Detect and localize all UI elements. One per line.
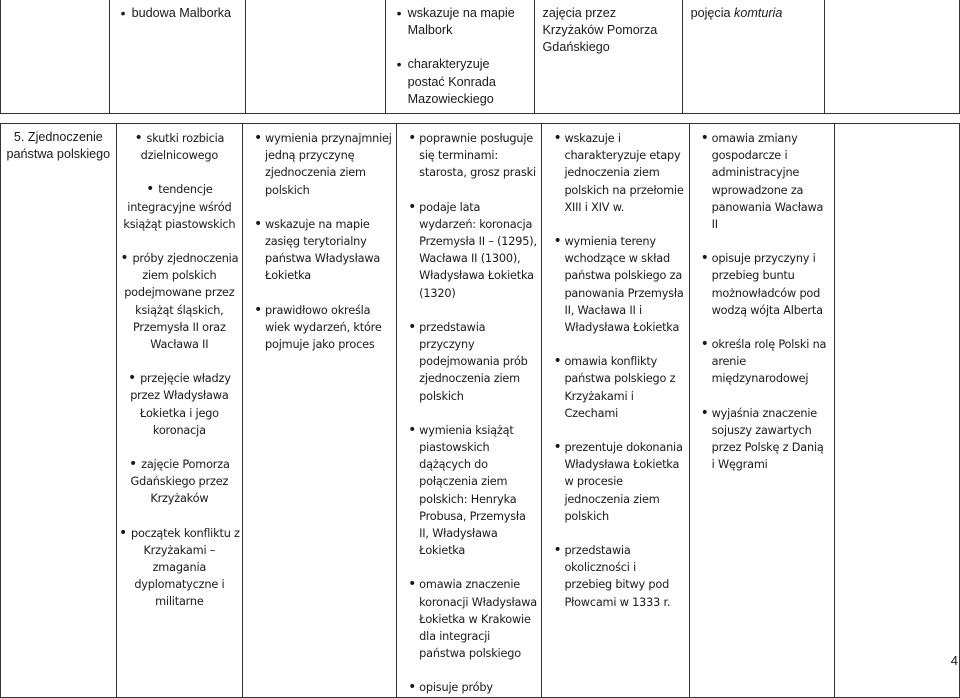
list-item: • charakteryzuje postać Konrada Mazowieckiego: [394, 56, 530, 108]
list-item: • przedstawia okoliczności i przebieg bitwy pod Płowcami w 1333 r.: [550, 542, 684, 611]
cell-text: zajęcia przez Krzyżaków Pomorza Gdańskiego: [542, 6, 658, 55]
list-item: • przejęcie władzy przez Władysława Łokietka i jego koronacja: [119, 370, 240, 439]
page-number: 4: [950, 653, 958, 668]
list-item: • próby zjednoczenia ziem polskich podejmowane przez książąt śląskich, Przemysła II oraz Wacława II: [119, 250, 240, 353]
cell-level-dobra: [542, 124, 689, 698]
list-item: • określa rolę Polski na arenie międzynarodowej: [698, 336, 830, 388]
cell-level-bardzo-dobra: [689, 124, 834, 698]
cell-topic-title: [1, 124, 117, 698]
list-item: • wymienia tereny wchodzące w skład państwa polskiego za panowania Przemysła II, Wacława II i Władysława Łokietka: [550, 233, 684, 336]
cell-empty: [824, 0, 959, 114]
cell-text: pojęcia: [690, 6, 735, 20]
list-item: • prawidłowo określa wiek wydarzeń, które pojmuje jako proces: [251, 302, 392, 354]
cell-empty: [1, 0, 110, 114]
cell-topic-content: [116, 124, 242, 698]
cell-requirements-plain: [534, 0, 682, 114]
list-item: • wymienia przynajmniej jedną przyczynę zjednoczenia ziem polskich: [251, 130, 392, 199]
list-item: • omawia znaczenie koronacji Władysława Łokietka w Krakowie dla integracji państwa polskiego: [405, 576, 537, 662]
table-row-topic-5: [0, 123, 960, 698]
list-item: • omawia konflikty państwa polskiego z Krzyżakami i Czechami: [550, 353, 684, 422]
cell-topic-content: [109, 0, 245, 114]
list-item: • poprawnie posługuje się terminami: starosta, grosz praski: [405, 130, 537, 182]
cell-requirements: [385, 0, 534, 114]
cell-level-dostateczna: [397, 124, 542, 698]
list-item: • opisuje przyczyny i przebieg buntu możnowładców pod wodzą wójta Alberta: [698, 250, 830, 319]
list-item: • wskazuje na mapie Malbork: [394, 5, 530, 39]
cell-empty: [834, 124, 959, 698]
list-item: • budowa Malborka: [118, 5, 241, 22]
list-item: • opisuje próby: [405, 679, 537, 696]
list-item: • początek konfliktu z Krzyżakami – zmagania dyplomatyczne i militarne: [119, 525, 240, 611]
table-row-top: [0, 0, 960, 114]
list-item: • prezentuje dokonania Władysława Łokietka w procesie jednoczenia ziem polskich: [550, 439, 684, 525]
cell-concepts: [682, 0, 824, 114]
cell-empty: [245, 0, 385, 114]
list-item: • wskazuje i charakteryzuje etapy jednoczenia ziem polskich na przełomie XIII i XIV w.: [550, 130, 684, 216]
list-item: • przedstawia przyczyny podejmowania prób zjednoczenia ziem polskich: [405, 319, 537, 405]
term-komturia: komturia: [734, 6, 783, 20]
list-item: • zajęcie Pomorza Gdańskiego przez Krzyżaków: [119, 456, 240, 508]
list-item: • wymienia książąt piastowskich dążących do połączenia ziem polskich: Henryka Probusa, Przemysła II, Władysława Łokietka: [405, 422, 537, 560]
list-item: • omawia zmiany gospodarcze i administracyjne wprowadzone za panowania Wacława II: [698, 130, 830, 233]
list-item: • wskazuje na mapie zasięg terytorialny państwa Władysława Łokietka: [251, 216, 392, 285]
list-item: • wyjaśnia znaczenie sojuszy zawartych przez Polskę z Danią i Węgrami: [698, 405, 830, 474]
cell-level-dopuszczajaca: [243, 124, 397, 698]
list-item: • tendencje integracyjne wśród książąt piastowskich: [119, 181, 240, 233]
list-item: • skutki rozbicia dzielnicowego: [119, 130, 240, 164]
topic-title: 5. Zjednoczenie państwa polskiego: [6, 130, 111, 162]
list-item: • podaje lata wydarzeń: koronacja Przemysła II – (1295), Wacława II (1300), Władysława Łokietka (1320): [405, 199, 537, 302]
